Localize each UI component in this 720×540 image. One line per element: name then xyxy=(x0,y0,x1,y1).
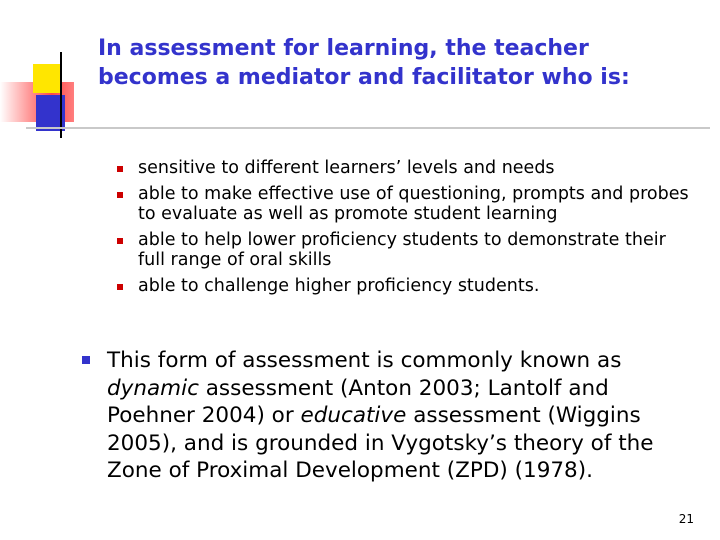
decorative-yellow-square xyxy=(33,64,62,93)
title-divider xyxy=(26,127,710,129)
main-bullet-item xyxy=(80,347,700,485)
term-educative: educative xyxy=(300,403,407,428)
square-bullet-icon xyxy=(117,238,123,244)
main-bullet-text-part3: assessment (Wiggins 2005), and is grounded in Vygotsky’s theory of the Zone of Proximal Development (ZPD) (1978). xyxy=(107,403,654,483)
main-bullet-text-part2: assessment (Anton 2003; Lantolf and Poehner 2004) or xyxy=(107,375,609,428)
sub-bullet-list xyxy=(112,158,692,302)
main-bullet-text xyxy=(107,348,654,483)
sub-bullet-item xyxy=(112,230,692,270)
decorative-vertical-line xyxy=(60,52,62,138)
main-bullet-text-part1: This form of assessment is commonly known as xyxy=(107,348,622,373)
sub-bullet-text: able to challenge higher proficiency students. xyxy=(138,276,540,296)
sub-bullet-item xyxy=(112,158,692,178)
slide-number: 21 xyxy=(678,512,694,526)
main-bullet-list xyxy=(80,347,700,485)
slide-title: In assessment for learning, the teacher becomes a mediator and facilitator who is: xyxy=(98,36,630,90)
sub-bullet-item xyxy=(112,276,692,296)
sub-bullet-text: sensitive to different learners’ levels and needs xyxy=(138,158,555,178)
term-dynamic: dynamic xyxy=(107,375,199,401)
square-bullet-icon xyxy=(117,166,123,172)
square-bullet-icon xyxy=(82,356,90,364)
square-bullet-icon xyxy=(117,284,123,290)
sub-bullet-text: able to make effective use of questioning, prompts and probes to evaluate as well as promote student learning xyxy=(138,184,689,224)
sub-bullet-text: able to help lower proficiency students to demonstrate their full range of oral skills xyxy=(138,230,666,270)
sub-bullet-item xyxy=(112,184,692,224)
square-bullet-icon xyxy=(117,192,123,198)
